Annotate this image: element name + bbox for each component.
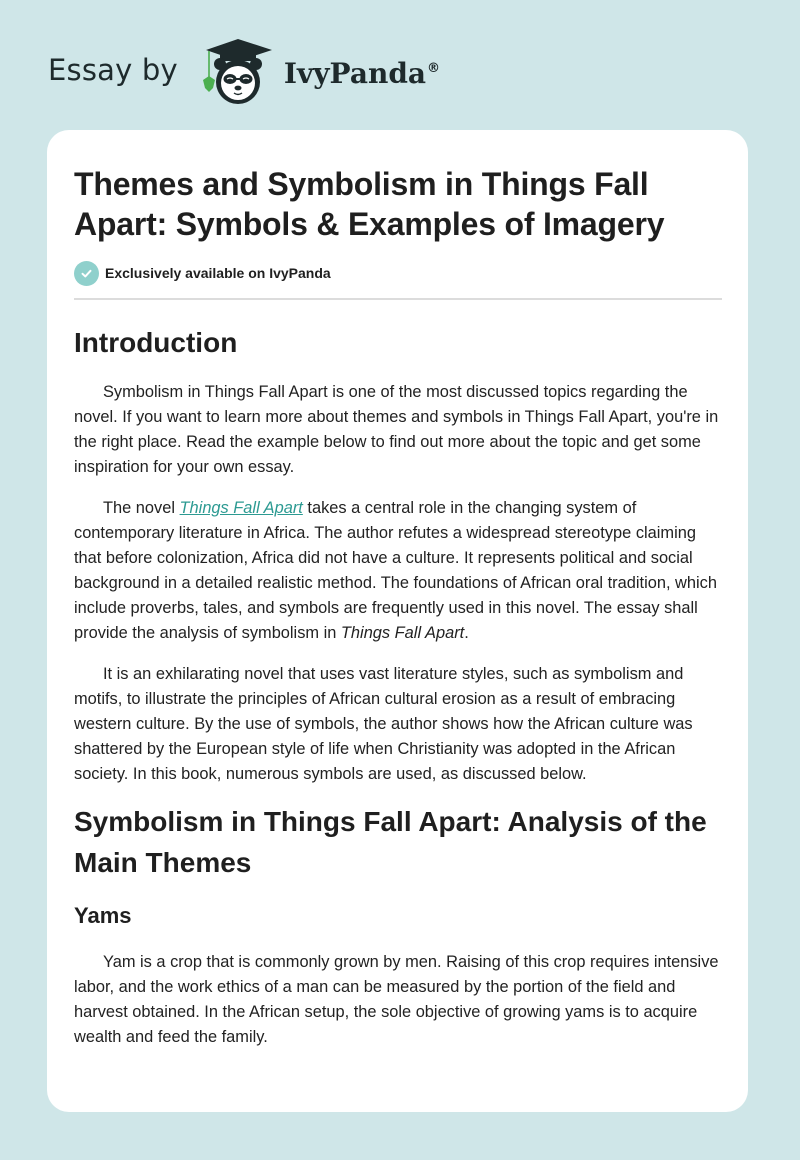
page-title: Themes and Symbolism in Things Fall Apart: Symbols & Examples of Imagery xyxy=(74,166,665,242)
exclusive-badge xyxy=(74,260,722,286)
essay-card xyxy=(47,130,748,1112)
check-circle-icon xyxy=(74,261,99,286)
registered-mark: ® xyxy=(427,61,441,77)
essay-by-label: Essay by xyxy=(48,53,178,87)
brand-name[interactable] xyxy=(284,57,440,90)
things-fall-apart-link[interactable]: Things Fall Apart xyxy=(179,499,303,517)
paragraph-text: . xyxy=(464,624,469,642)
section-heading-analysis: Symbolism in Things Fall Apart: Analysis of the Main Themes xyxy=(74,806,707,878)
exclusive-badge-text: Exclusively available on IvyPanda xyxy=(105,265,331,281)
title-divider xyxy=(74,298,722,300)
paragraph: Yam is a crop that is commonly grown by men. Raising of this crop requires intensive labor, and the work ethics of a man can be measured by the portion of the field and harvest obtained. In the African setup, the sole objective of growing yams is to acquire wealth and feed the family. xyxy=(74,953,719,1046)
brand-name-text: IvyPanda xyxy=(283,56,427,90)
section-heading-introduction: Introduction xyxy=(74,327,238,358)
subsection-heading-yams: Yams xyxy=(74,903,132,928)
paragraph: It is an exhilarating novel that uses vast literature styles, such as symbolism and motifs, to illustrate the principles of African cultural erosion as a result of embracing western culture. By the use of symbols, the author shows how the African culture was shattered by the European style of life when Christianity was adopted in the African society. In this book, numerous symbols are used, as discussed below. xyxy=(74,665,693,783)
paragraph-text: takes a central role in the changing system of contemporary literature in Africa. The author refutes a widespread stereotype claiming that before colonization, Africa did not have a culture. It represents political and social background in a detailed realistic method. The foundations of African oral tradition, which include proverbs, tales, and symbols are frequently used in this novel. The essay shall provide the analysis of symbolism in xyxy=(74,499,717,642)
site-header xyxy=(48,36,440,108)
panda-graduate-logo-icon[interactable] xyxy=(196,36,280,108)
section-analysis xyxy=(74,801,722,1050)
paragraph xyxy=(74,496,722,646)
paragraph-text: The novel xyxy=(103,499,180,517)
section-introduction xyxy=(74,322,722,787)
book-title-italic: Things Fall Apart xyxy=(340,624,465,642)
paragraph: Symbolism in Things Fall Apart is one of the most discussed topics regarding the novel. If you want to learn more about themes and symbols in Things Fall Apart, you're in the right place. Read the example below to find out more about the topic and get some inspiration for your own essay. xyxy=(74,383,719,476)
